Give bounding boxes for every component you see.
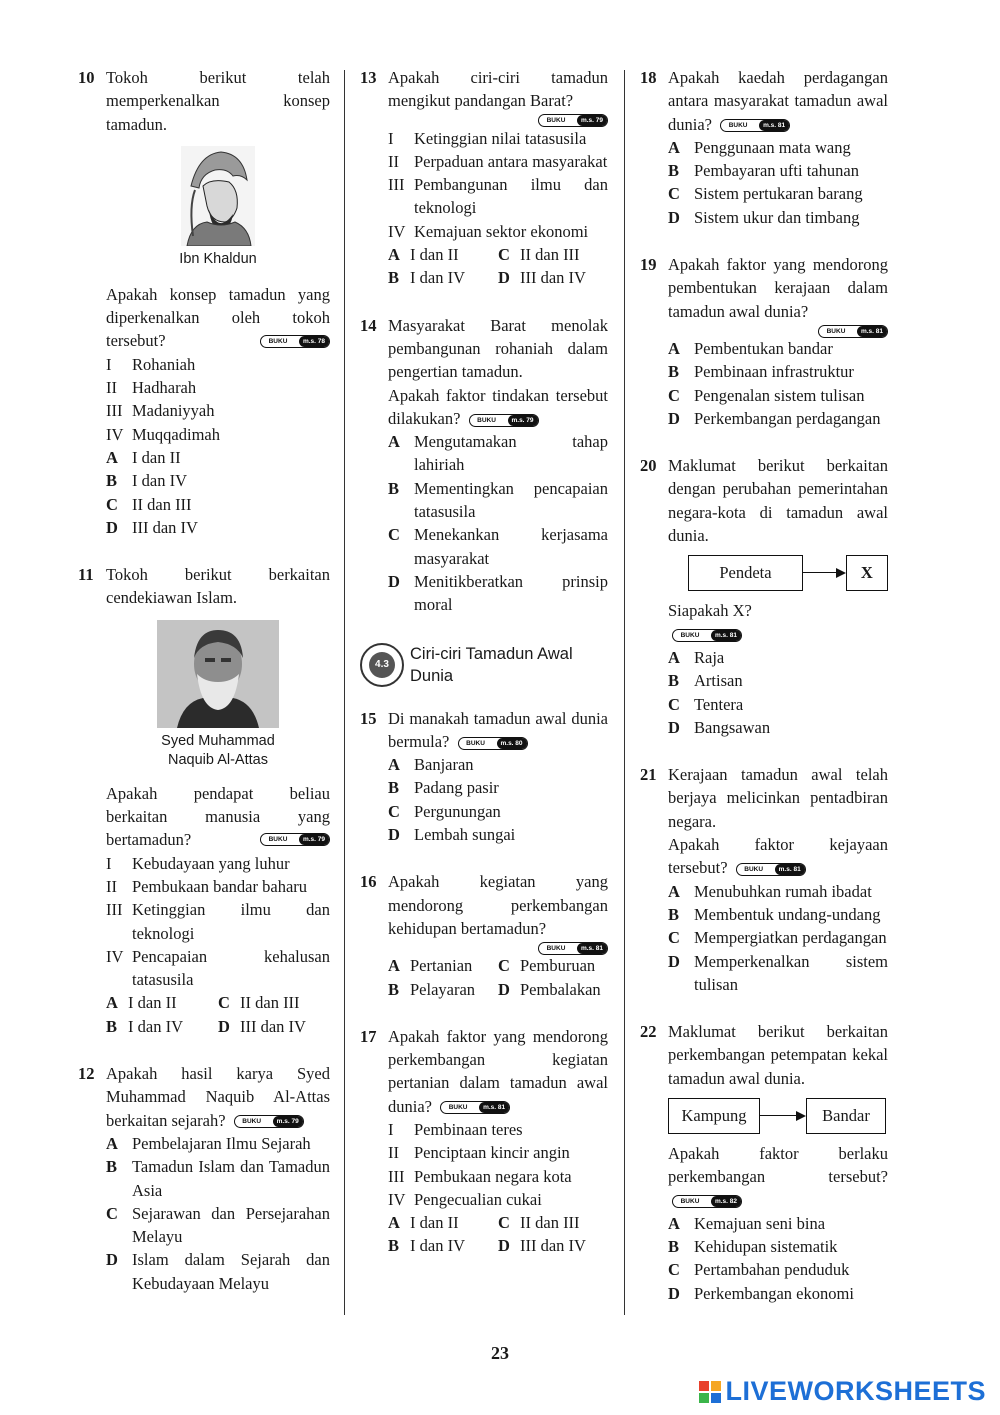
answer-option-d[interactable]: D Sistem ukur dan timbang [668, 207, 860, 227]
portrait-caption-line-1: Syed Muhammad [161, 732, 275, 749]
ibn-khaldun-portrait [181, 146, 255, 246]
textbook-reference: BUKU m.s. 79 [106, 832, 330, 852]
answer-option-c[interactable]: C II dan III [106, 494, 192, 514]
statement-item: II Perpaduan antara masyarakat [388, 151, 608, 171]
answer-option-c[interactable]: C Sejarawan dan Persejarahan Melayu [106, 1203, 330, 1247]
textbook-reference: BUKU m.s. 78 [106, 333, 330, 353]
answer-options-row [388, 243, 608, 266]
answer-options-row [388, 1211, 608, 1234]
statement-item: II Pembukaan bandar baharu [106, 876, 308, 896]
liveworksheets-logo-icon [699, 1381, 721, 1403]
column-3 [640, 66, 888, 1305]
statement-item: II Hadharah [106, 378, 197, 398]
question-stem: Apakah hasil karya Syed Muhammad Naquib Al-Attas berkaitan sejarah? BUKU m.s. 79 [106, 1064, 330, 1130]
question-stem: Apakah kegiatan yang mendorong perkembangan kehidupan bertamadun? [388, 872, 608, 938]
answer-option-d[interactable]: D III dan IV [498, 268, 586, 288]
answer-option-c[interactable]: C Pertambahan penduduk [668, 1260, 850, 1280]
answer-option-c[interactable]: C Mempergiatkan perdagangan [668, 928, 887, 948]
answer-option-a[interactable]: A I dan II [388, 1213, 459, 1233]
textbook-reference: BUKU m.s. 81 [388, 940, 608, 954]
answer-option-a[interactable]: A I dan II [106, 993, 177, 1013]
question-prompt: Apakah faktor tindakan tersebut dilakukan? BUKU m.s. 79 [388, 385, 608, 428]
flow-box-start: Pendeta [688, 555, 803, 591]
answer-options-row [388, 1234, 608, 1257]
statement-item: IV Muqqadimah [106, 424, 220, 444]
statement-item: IV Pengecualian cukai [388, 1189, 542, 1209]
answer-option-c[interactable]: C Pemburuan [498, 956, 596, 976]
answer-option-d[interactable]: D III dan IV [106, 517, 198, 537]
answer-option-d[interactable]: D Menitikberatkan prinsip moral [388, 571, 608, 615]
portrait-caption-line-2: Naquib Al-Attas [168, 751, 268, 768]
question-20: 20 Maklumat berikut berkaitan dengan perubahan pemerintahan negara-kota di tamadun awal dunia. Pendeta X Siapakah X? BUKU m.s. 81 A Raja B Artisan C Tentera D Bangsawan [640, 454, 888, 739]
question-stem: Apakah ciri-ciri tamadun mengikut pandangan Barat? [388, 68, 608, 111]
answer-option-c[interactable]: C Menekankan kerjasama masyarakat [388, 525, 608, 568]
answer-option-a[interactable]: A Banjaran [388, 755, 474, 775]
answer-option-a[interactable]: A Pembelajaran Ilmu Sejarah [106, 1133, 311, 1153]
flow-box-end: Bandar [806, 1098, 886, 1134]
answer-option-a[interactable]: A Pertanian [388, 956, 473, 976]
question-number: 10 [78, 68, 95, 87]
answer-option-b[interactable]: B I dan IV [388, 268, 465, 288]
question-stem: Masyarakat Barat menolak pembangunan rohaniah dalam pengertian tamadun. [388, 315, 608, 382]
statement-item: I Pembinaan teres [388, 1119, 523, 1139]
question-17: 17 Apakah faktor yang mendorong perkembangan kegiatan pertanian dalam tamadun awal dunia? BUKU m.s. 81 I Pembinaan teres II Penciptaan kincir angin III Pembukaan negara kota IV Pengecualian cukai A I dan II C II dan III B I dan IV D III dan IV [360, 1025, 608, 1258]
answer-option-d[interactable]: D Lembah sungai [388, 825, 516, 845]
question-11: 11 Tokoh berikut berkaitan cendekiawan Islam. Syed Muhammad Naquib Al-Attas Apakah pendapat beliau berkaitan manusia yang bertamadun? BUKU m.s. 79 I Kebudayaan yang luhur II Pembukaan bandar baharu III Ketinggian ilmu dan teknologi IV Pencapaian kehalusan tatasusila A I dan II C II dan III B I dan IV D III dan IV [78, 563, 330, 1038]
answer-option-b[interactable]: B I dan IV [388, 1236, 465, 1256]
question-stem: Tokoh berikut telah memperkenalkan konsep tamadun. [106, 68, 330, 134]
section-heading [360, 643, 608, 687]
answer-option-d[interactable]: D Pembalakan [498, 979, 601, 999]
question-10 [78, 66, 330, 539]
answer-option-d[interactable]: D Bangsawan [668, 717, 771, 737]
portrait-illustration-icon [181, 146, 255, 246]
column-divider-1 [344, 70, 345, 1315]
answer-option-d[interactable]: D III dan IV [498, 1236, 586, 1256]
textbook-reference: BUKU m.s. 81 [668, 323, 888, 337]
syed-naquib-portrait [157, 620, 279, 728]
flow-diagram [668, 1098, 888, 1134]
question-prompt: Apakah pendapat beliau berkaitan manusia yang bertamadun? [106, 783, 330, 850]
question-15: 15 Di manakah tamadun awal dunia bermula? BUKU m.s. 80 A Banjaran B Padang pasir C Pergunungan D Lembah sungai [360, 707, 608, 847]
question-prompt: Apakah faktor kejayaan tersebut? BUKU m.s. 81 [668, 835, 888, 878]
answer-option-c[interactable]: C Pergunungan [388, 801, 501, 821]
answer-option-b[interactable]: B Tamadun Islam dan Tamadun Asia [106, 1157, 330, 1200]
answer-option-a[interactable]: A Menubuhkan rumah ibadat [668, 881, 872, 901]
answer-options-row [388, 266, 608, 289]
flow-box-end: X [846, 555, 888, 591]
answer-option-b[interactable]: B I dan IV [106, 471, 187, 491]
answer-option-a[interactable]: A Pembentukan bandar [668, 338, 833, 358]
statement-item: III Pembangunan ilmu dan teknologi [388, 175, 608, 218]
answer-option-a[interactable]: A Raja [668, 647, 725, 667]
answer-option-d[interactable]: D Islam dalam Sejarah dan Kebudayaan Melayu [106, 1250, 330, 1293]
statement-item: III Madaniyyah [106, 401, 215, 421]
answer-option-c[interactable]: C Tentera [668, 694, 744, 714]
statement-item: II Penciptaan kincir angin [388, 1143, 570, 1163]
answer-option-b[interactable]: B Artisan [668, 671, 743, 691]
answer-option-b[interactable]: B Kehidupan sistematik [668, 1237, 838, 1257]
column-1 [78, 66, 330, 1295]
question-18: 18 Apakah kaedah perdagangan antara masyarakat tamadun awal dunia? BUKU m.s. 81 A Penggunaan mata wang B Pembayaran ufti tahunan C Sistem pertukaran barang D Sistem ukur dan timbang [640, 66, 888, 229]
question-prompt: Apakah konsep tamadun yang diperkenalkan oleh tokoh tersebut? [106, 284, 330, 351]
question-13: 13 Apakah ciri-ciri tamadun mengikut pandangan Barat? BUKU m.s. 79 I Ketinggian nilai tatasusila II Perpaduan antara masyarakat III Pembangunan ilmu dan teknologi IV Kemajuan sektor ekonomi A I dan II C II dan III B I dan IV D III dan IV [360, 66, 608, 290]
answer-option-a[interactable]: A Mengutamakan tahap lahiriah [388, 432, 608, 475]
answer-option-b[interactable]: B Pelayaran [388, 979, 476, 999]
answer-options-row [388, 954, 608, 977]
question-stem: Apakah faktor yang mendorong pembentukan kerajaan dalam tamadun awal dunia? [668, 255, 888, 321]
answer-option-b[interactable]: B Padang pasir [388, 778, 499, 798]
answer-option-c[interactable]: C II dan III [498, 245, 580, 265]
footer-brand-text: LIVEWORKSHEETS [725, 1376, 986, 1406]
answer-option-d[interactable]: D Perkembangan perdagangan [668, 408, 881, 428]
section-title: Ciri-ciri Tamadun Awal Dunia [410, 644, 573, 685]
question-stem: Apakah faktor yang mendorong perkembangan kegiatan pertanian dalam tamadun awal dunia? BUKU m.s. 81 [388, 1026, 608, 1116]
column-divider-2 [624, 70, 625, 1315]
answer-option-b[interactable]: B Mementingkan pencapaian tatasusila [388, 478, 608, 522]
answer-option-a[interactable]: A Kemajuan seni bina [668, 1213, 826, 1233]
question-stem: Apakah kaedah perdagangan antara masyarakat tamadun awal dunia? BUKU m.s. 81 [668, 68, 888, 134]
question-16: 16 Apakah kegiatan yang mendorong perkembangan kehidupan bertamadun? BUKU m.s. 81 A Pertanian C Pemburuan B Pelayaran D Pembalakan [360, 870, 608, 1000]
statement-item: I Kebudayaan yang luhur [106, 853, 290, 873]
question-12: 12 Apakah hasil karya Syed Muhammad Naquib Al-Attas berkaitan sejarah? BUKU m.s. 79 A Pembelajaran Ilmu Sejarah B Tamadun Islam dan Tamadun Asia C Sejarawan dan Persejarahan Melayu D Islam dalam Sejarah dan Kebudayaan Melayu [78, 1062, 330, 1295]
answer-option-c[interactable]: C II dan III [218, 993, 300, 1013]
question-19: 19 Apakah faktor yang mendorong pembentukan kerajaan dalam tamadun awal dunia? BUKU m.s. 81 A Pembentukan bandar B Pembinaan infrastruktur C Pengenalan sistem tulisan D Perkembangan perdagangan [640, 253, 888, 430]
answer-option-d[interactable]: D Memperkenalkan sistem tulisan [668, 951, 888, 994]
answer-option-c[interactable]: C Pengenalan sistem tulisan [668, 385, 865, 405]
statement-item: III Ketinggian ilmu dan teknologi [106, 900, 330, 943]
flow-diagram [688, 555, 888, 591]
answer-option-d[interactable]: D Perkembangan ekonomi [668, 1283, 854, 1303]
answer-option-a[interactable]: A I dan II [106, 447, 181, 467]
answer-option-b[interactable]: B Pembinaan infrastruktur [668, 362, 854, 382]
arrow-right-icon [760, 1109, 806, 1123]
page-number: 23 [491, 1343, 509, 1363]
question-stem: Maklumat berikut berkaitan perkembangan petempatan kekal tamadun awal dunia. [668, 1022, 888, 1088]
question-prompt: Siapakah X? BUKU m.s. 81 [668, 599, 888, 646]
portrait-photo-icon [157, 620, 279, 728]
statement-item: III Pembukaan negara kota [388, 1166, 572, 1186]
portrait-caption: Ibn Khaldun [179, 250, 257, 267]
column-2 [360, 66, 608, 1258]
answer-options-row [106, 1015, 330, 1038]
question-stem: Di manakah tamadun awal dunia bermula? BUKU m.s. 80 [388, 708, 608, 751]
statement-item: IV Kemajuan sektor ekonomi [388, 221, 589, 241]
answer-option-b[interactable]: B I dan IV [106, 1016, 183, 1036]
question-prompt: Apakah faktor berlaku perkembangan tersebut? BUKU m.s. 82 [668, 1142, 888, 1212]
answer-option-c[interactable]: C II dan III [498, 1213, 580, 1233]
question-14: 14 Masyarakat Barat menolak pembangunan rohaniah dalam pengertian tamadun. Apakah faktor tindakan tersebut dilakukan? BUKU m.s. 79 A Mengutamakan tahap lahiriah B Mementingkan pencapaian tatasusila C Menekankan kerjasama masyarakat D Menitikberatkan prinsip moral [360, 314, 608, 617]
flow-box-start: Kampung [668, 1098, 760, 1134]
answer-option-b[interactable]: B Membentuk undang-undang [668, 904, 881, 924]
answer-option-d[interactable]: D III dan IV [218, 1016, 306, 1036]
answer-option-a[interactable]: A I dan II [388, 245, 459, 265]
statement-item: I Rohaniah [106, 354, 196, 374]
answer-option-b[interactable]: B Pembayaran ufti tahunan [668, 161, 859, 181]
footer-brand[interactable] [699, 1376, 986, 1407]
question-stem: Kerajaan tamadun awal telah berjaya melicinkan pentadbiran negara. [668, 765, 888, 831]
statement-item: I Ketinggian nilai tatasusila [388, 128, 587, 148]
answer-options-row [388, 978, 608, 1001]
answer-option-c[interactable]: C Sistem pertukaran barang [668, 184, 863, 204]
question-22: 22 Maklumat berikut berkaitan perkembangan petempatan kekal tamadun awal dunia. Kampung Bandar Apakah faktor berlaku perkembangan tersebut? BUKU m.s. 82 A Kemajuan seni bina B Kehidupan sistematik C Pertambahan penduduk D Perkembangan ekonomi [640, 1020, 888, 1305]
arrow-right-icon [803, 566, 846, 580]
question-21: 21 Kerajaan tamadun awal telah berjaya melicinkan pentadbiran negara. Apakah faktor kejayaan tersebut? BUKU m.s. 81 A Menubuhkan rumah ibadat B Membentuk undang-undang C Mempergiatkan perdagangan D Memperkenalkan sistem tulisan [640, 763, 888, 996]
question-stem: Maklumat berikut berkaitan dengan perubahan pemerintahan negara-kota di tamadun awal dunia. [668, 456, 888, 546]
statement-item: IV Pencapaian kehalusan tatasusila [106, 946, 330, 990]
answer-option-a[interactable]: A Penggunaan mata wang [668, 137, 851, 157]
textbook-reference: BUKU m.s. 79 [388, 113, 608, 127]
answer-options-row [106, 991, 330, 1014]
section-number-badge: 4.3 [360, 643, 404, 687]
question-stem: Tokoh berikut berkaitan cendekiawan Islam. [106, 565, 330, 608]
